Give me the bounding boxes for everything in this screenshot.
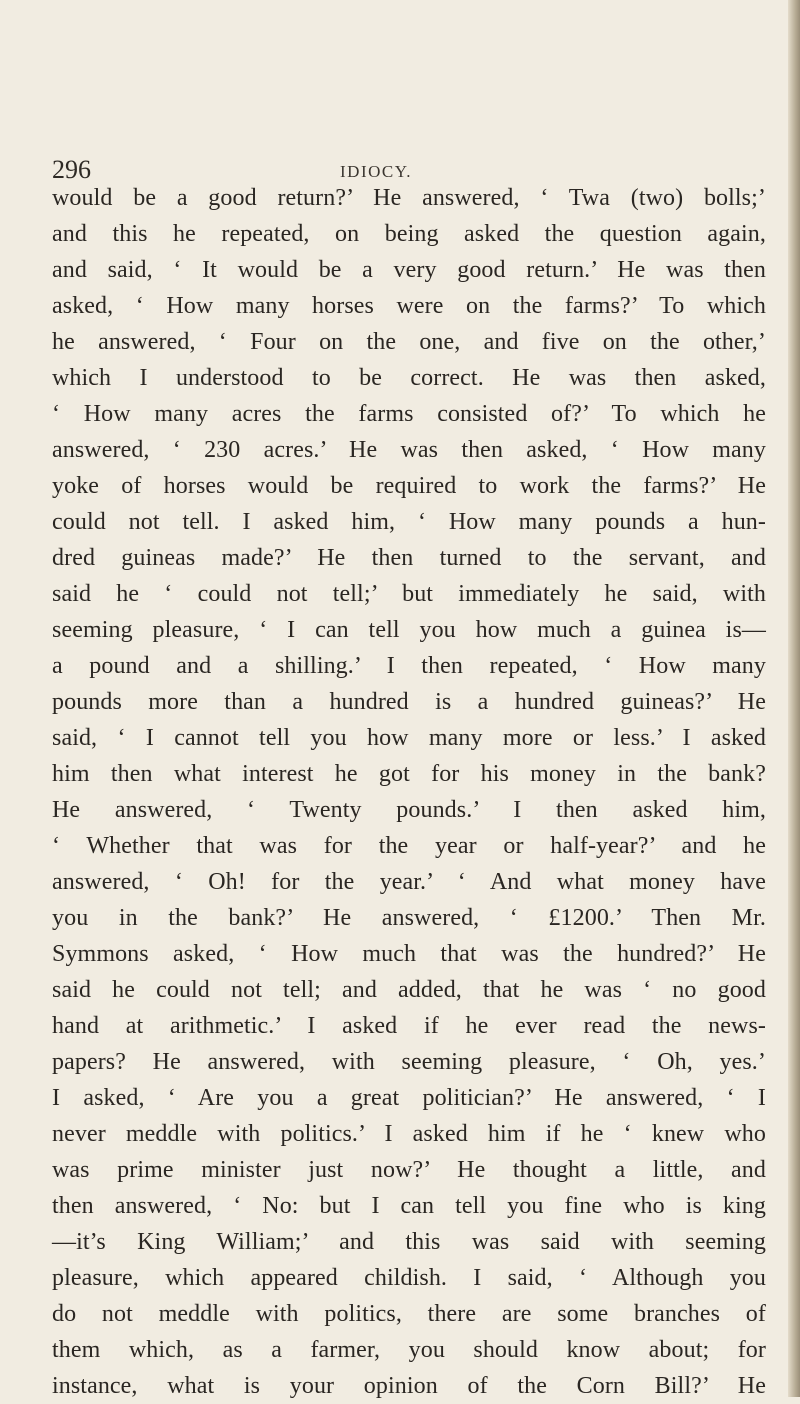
text-line: and said, ‘ It would be a very good return.’ He was then: [52, 257, 766, 283]
text-line: I asked, ‘ Are you a great politician?’ He answered, ‘ I: [52, 1085, 766, 1111]
text-line: papers? He answered, with seeming pleasure, ‘ Oh, yes.’: [52, 1049, 766, 1075]
page-number: 296: [52, 155, 91, 184]
text-line: which I understood to be correct. He was then asked,: [52, 365, 766, 391]
text-line: asked, ‘ How many horses were on the farms?’ To which: [52, 293, 766, 319]
text-line: yoke of horses would be required to work the farms?’ He: [52, 473, 766, 499]
text-line: would be a good return?’ He answered, ‘ Twa (two) bolls;’: [52, 185, 766, 211]
text-line: do not meddle with politics, there are some branches of: [52, 1301, 766, 1327]
body-text: [52, 180, 766, 1404]
text-line: ‘ How many acres the farms consisted of?’ To which he: [52, 401, 766, 427]
text-line: ‘ Whether that was for the year or half-year?’ and he: [52, 833, 766, 859]
text-line: said, ‘ I cannot tell you how many more or less.’ I asked: [52, 725, 766, 751]
text-line: you in the bank?’ He answered, ‘ £1200.’ Then Mr.: [52, 905, 766, 931]
text-line: —it’s King William;’ and this was said with seeming: [52, 1229, 766, 1255]
text-line: was prime minister just now?’ He thought a little, and: [52, 1157, 766, 1183]
text-line: seeming pleasure, ‘ I can tell you how much a guinea is—: [52, 617, 766, 643]
text-line: instance, what is your opinion of the Corn Bill?’ He: [52, 1373, 766, 1399]
text-line: He answered, ‘ Twenty pounds.’ I then asked him,: [52, 797, 766, 823]
text-line: then answered, ‘ No: but I can tell you fine who is king: [52, 1193, 766, 1219]
text-line: answered, ‘ Oh! for the year.’ ‘ And what money have: [52, 869, 766, 895]
text-line: him then what interest he got for his money in the bank?: [52, 761, 766, 787]
page-edge: [788, 0, 800, 1397]
running-head: IDIOCY.: [340, 162, 413, 181]
text-line: pounds more than a hundred is a hundred guineas?’ He: [52, 689, 766, 715]
text-line: and this he repeated, on being asked the question again,: [52, 221, 766, 247]
text-line: a pound and a shilling.’ I then repeated, ‘ How many: [52, 653, 766, 679]
text-line: he answered, ‘ Four on the one, and five on the other,’: [52, 329, 766, 355]
text-line: hand at arithmetic.’ I asked if he ever read the news-: [52, 1013, 766, 1039]
text-line: dred guineas made?’ He then turned to the servant, and: [52, 545, 766, 571]
text-line: answered, ‘ 230 acres.’ He was then asked, ‘ How many: [52, 437, 766, 463]
text-line: Symmons asked, ‘ How much that was the hundred?’ He: [52, 941, 766, 967]
text-line: never meddle with politics.’ I asked him if he ‘ knew who: [52, 1121, 766, 1147]
text-line: said he ‘ could not tell;’ but immediately he said, with: [52, 581, 766, 607]
text-line: said he could not tell; and added, that he was ‘ no good: [52, 977, 766, 1003]
text-line: them which, as a farmer, you should know about; for: [52, 1337, 766, 1363]
text-line: pleasure, which appeared childish. I said, ‘ Although you: [52, 1265, 766, 1291]
text-line: could not tell. I asked him, ‘ How many pounds a hun-: [52, 509, 766, 535]
